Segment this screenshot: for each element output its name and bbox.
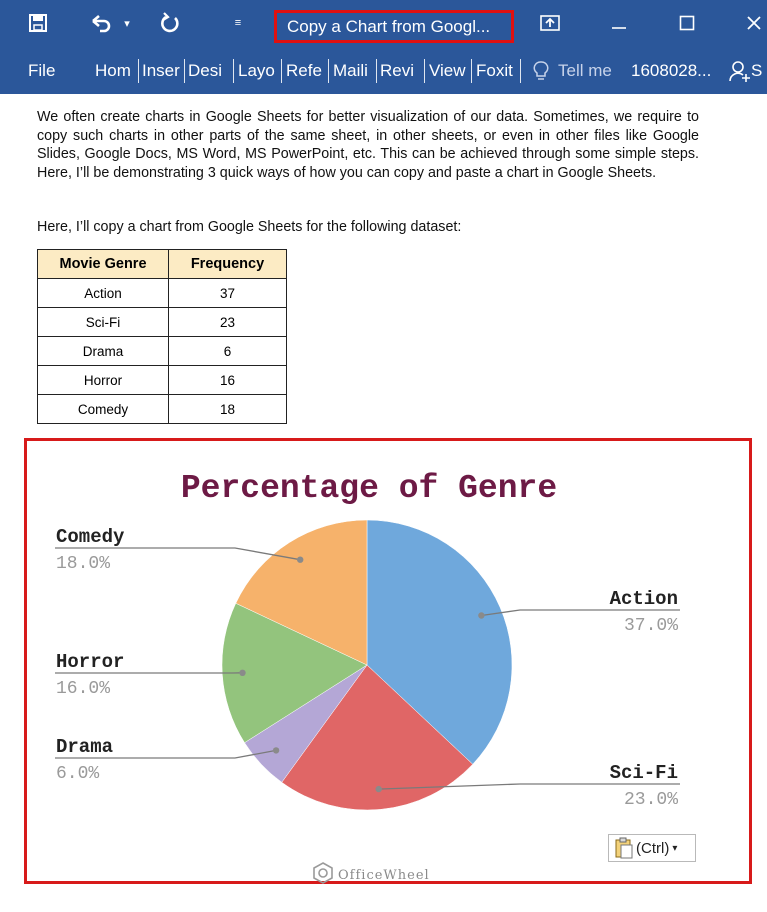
leader-dot [273,747,279,753]
wheel-icon [312,862,334,888]
slice-label: Drama [56,736,114,758]
slice-percent-label: 6.0% [56,764,100,784]
clipboard-icon [614,837,634,859]
account-name[interactable]: 1608028... [631,61,712,80]
chart-title: Percentage of Genre [180,470,558,507]
column-header: Frequency [169,250,287,279]
leader-line [481,610,680,616]
leader-dot [239,670,245,676]
table-cell: Drama [38,337,169,366]
tab-view[interactable]: View [429,61,466,80]
tell-me-search[interactable]: Tell me [558,61,612,80]
table-cell: 23 [169,308,287,337]
table-cell: Action [38,279,169,308]
intro-paragraph: We often create charts in Google Sheets for better visualization of our data. Sometimes, we require to copy such charts in other parts of the same sheet, in other sheets, or even in other files like Google Slides, Google Docs, MS Word, MS PowerPoint, etc. This can be achieved through some simple steps. Here, I’ll be demonstrating 3 quick ways of how you can copy and paste a chart in Google Sheets. [37,109,699,181]
tab-mailings[interactable]: Maili [333,61,368,80]
slice-label: Sci-Fi [609,762,678,784]
tab-design[interactable]: Desi [188,61,223,80]
table-cell: Horror [38,366,169,395]
table-cell: 16 [169,366,287,395]
column-header: Movie Genre [38,250,169,279]
slice-label: Comedy [56,526,125,548]
slice-label: Action [609,588,678,610]
table-cell: 18 [169,395,287,424]
tab-references[interactable]: Refe [286,61,322,80]
document-title: Copy a Chart from Googl... [274,10,514,43]
watermark-text: OfficeWheel [338,867,430,883]
slice-percent-label: 23.0% [623,790,678,810]
officewheel-logo [312,862,430,888]
tab-file[interactable]: File [28,61,56,80]
table-cell: 37 [169,279,287,308]
tab-review[interactable]: Revi [380,61,415,80]
paste-options-label: (Ctrl) [636,839,670,857]
customize-toolbar-icon[interactable]: ≡ [234,17,242,29]
tab-layout[interactable]: Layo [238,61,275,80]
share-button[interactable]: S [751,61,763,80]
slice-percent-label: 37.0% [623,616,678,636]
table-cell: Comedy [38,395,169,424]
chevron-down-icon: ▾ [672,842,678,854]
dropdown-arrow-icon[interactable]: ▾ [124,17,130,30]
table-cell: Sci-Fi [38,308,169,337]
tab-insert[interactable]: Inser [142,61,180,80]
table-cell: 6 [169,337,287,366]
leader-dot [376,786,382,792]
dataset-caption: Here, I’ll copy a chart from Google Sheets for the following dataset: [37,219,462,235]
paste-options-button[interactable] [608,834,696,862]
slice-label: Horror [56,651,125,673]
leader-dot [297,557,303,563]
slice-percent-label: 18.0% [56,554,111,574]
tab-foxit[interactable]: Foxit [476,61,513,80]
tab-home[interactable]: Hom [95,61,131,80]
leader-dot [478,612,484,618]
slice-percent-label: 16.0% [56,679,111,699]
